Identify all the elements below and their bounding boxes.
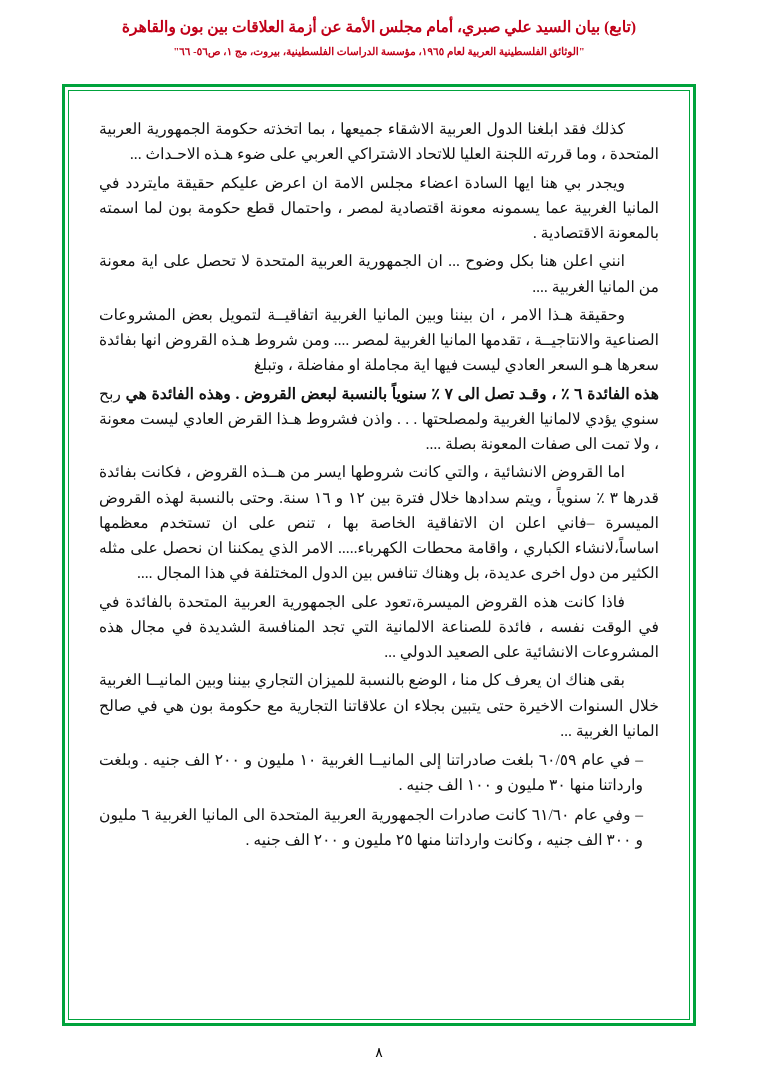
paragraph-2: ويجدر بي هنا ايها السادة اعضاء مجلس الامة ان اعرض عليكم حقيقة مايتردد في المانيا الغربية عما يسمونه معونة اقتصادية لمصر ، واحتمال قطع حكومة بون لما اسمته بالمعونة الاقتصادية . xyxy=(99,174,659,242)
page-title: (تابع) بيان السيد علي صبري، أمام مجلس الأمة عن أزمة العلاقات بين بون والقاهرة xyxy=(121,19,637,36)
bold-interest-clause: هذه الفائدة ٦ ٪ ، وقـد تصل الى ٧ ٪ سنوياً بالنسبة لبعض القروض . وهذه الفائدة هي xyxy=(125,385,659,403)
source-citation: "الوثائق الفلسطينية العربية لعام ١٩٦٥، مؤسسة الدراسات الفلسطينية، بيروت، مج ١، ص٥٦- ٦٦" xyxy=(173,46,585,58)
paragraph-3: انني اعلن هنا بكل وضوح ... ان الجمهورية العربية المتحدة لا تحصل على اية معونة من المانيا الغربية .... xyxy=(99,253,659,296)
content-frame-inner xyxy=(68,90,690,1020)
list-item: – في عام ٦٠/٥٩ بلغت صادراتنا إلى المانيــا الغربية ١٠ مليون و ٢٠٠ الف جنيه . وبلغت وارداتنا منها ٣٠ مليون و ١٠٠ الف جنيه . xyxy=(99,752,643,795)
paragraph-8: بقى هناك ان يعرف كل منا ، الوضع بالنسبة للميزان التجاري بيننا وبين المانيــا الغربية خلال السنوات الاخيرة حتى يتبين بجلاء ان علاقاتنا التجارية مع حكومة بون هي في صالح المانيا الغربية ... xyxy=(99,672,659,740)
paragraph-6: اما القروض الانشائية ، والتي كانت شروطها ايسر من هــذه القروض ، فكانت بفائدة قدرها ٣ ٪ سنوياً ، ويتم سدادها خلال فترة بين ١٢ و ١٦ سنة. وحتى بالنسبة لهذه القروض الميسرة –فاني اعلن ان الاتفاقية الخاصة بها ، تنص على ان تستخدم معظمها اساساً،لانشاء الكباري ، واقامة محطات الكهرباء..... الامر الذي يمكننا ان نحصل على مثله الكثير من دول اخرى عديدة، بل وهناك تنافس بين الدول المختلفة في هذا المجال .... xyxy=(99,464,659,583)
paragraph-1: كذلك فقد ابلغنا الدول العربية الاشقاء جميعها ، بما اتخذته حكومة الجمهورية العربية المتحدة ، وما قررته اللجنة العليا للاتحاد الاشتراكي العربي على ضوء هـذه الاحـداث ... xyxy=(99,121,659,164)
document-header xyxy=(0,0,758,60)
content-frame-outer xyxy=(62,84,696,1026)
document-body xyxy=(99,117,659,853)
paragraph-5-bold-lead xyxy=(99,382,659,458)
list-item: – وفي عام ٦١/٦٠ كانت صادرات الجمهورية العربية المتحدة الى المانيا الغربية ٦ مليون و ٣٠٠ الف جنيه ، وكانت وارداتنا منها ٢٥ مليون و ٢٠٠ الف جنيه . xyxy=(99,806,643,849)
bold-paragraph-rest: ربح سنوي يؤدي لالمانيا الغربية ولمصلحتها . . . واذن فشروط هـذا القرض العادي ليست معونة ، ولا تمت الى صفات المعونة بصلة .... xyxy=(99,385,659,453)
page-number: ٨ xyxy=(375,1046,383,1061)
paragraph-4: وحقيقة هـذا الامر ، ان بيننا وبين المانيا الغربية اتفاقيــة لتمويل بعض المشروعات الصناعية والانتاجيــة ، تقدمها المانيا الغربية لمصر .... ومن شروط هـذه القروض انها بفائدة سعرها هـو السعر العادي ليست فيها اية مجاملة او مفاضلة ، وتبلغ xyxy=(99,306,659,375)
paragraph-7: فاذا كانت هذه القروض الميسرة،تعود على الجمهورية العربية المتحدة بالفائدة في في الوقت نفسه ، فائدة للصناعة الالمانية التي تجد المنافسة الشديدة في مجال هذه المشروعات الانشائية على الصعيد الدولي ... xyxy=(99,593,659,661)
